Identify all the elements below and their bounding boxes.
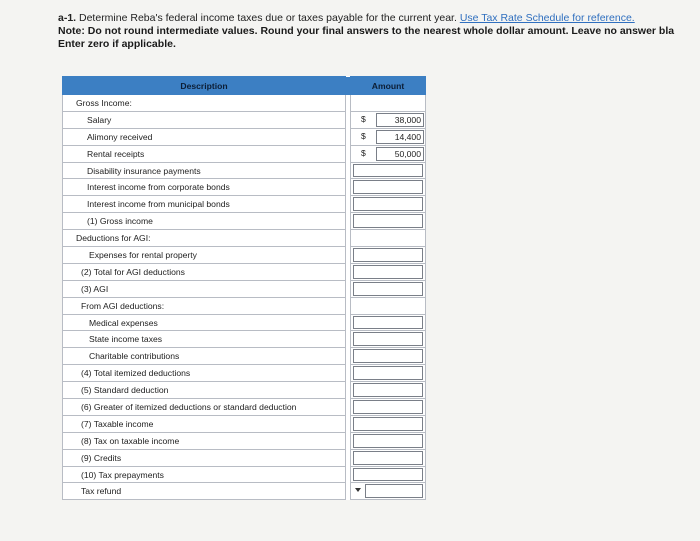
amount-input[interactable]	[353, 316, 423, 330]
table-row	[63, 297, 426, 314]
amount-cell	[351, 466, 426, 483]
table-row	[63, 314, 426, 331]
amount-input[interactable]	[353, 248, 423, 262]
amount-value: 38,000	[394, 114, 421, 125]
question-block	[58, 12, 700, 51]
amount-cell	[351, 162, 426, 179]
tax-computation-table	[62, 76, 426, 500]
row-label: (1) Gross income	[63, 213, 346, 230]
row-label: (5) Standard deduction	[63, 382, 346, 399]
table-row	[63, 449, 426, 466]
amount-input-alimony[interactable]	[376, 130, 424, 144]
table-row	[63, 348, 426, 365]
amount-cell	[351, 179, 426, 196]
table-row	[63, 128, 426, 145]
amount-cell	[351, 297, 426, 314]
row-label: Rental receipts	[63, 145, 346, 162]
row-label: (3) AGI	[63, 280, 346, 297]
amount-cell	[351, 111, 426, 128]
row-label: (6) Greater of itemized deductions or standard deduction	[63, 399, 346, 416]
amount-value: 50,000	[394, 148, 421, 159]
row-label: Medical expenses	[63, 314, 346, 331]
tax-refund-dropdown[interactable]	[63, 483, 346, 500]
question-note-2: Enter zero if applicable.	[58, 38, 176, 50]
header-description: Description	[63, 77, 346, 95]
table-row	[63, 432, 426, 449]
row-label: From AGI deductions:	[63, 297, 346, 314]
row-label: Tax refund	[81, 486, 122, 497]
table-row	[63, 415, 426, 432]
amount-cell	[351, 365, 426, 382]
table-row	[63, 213, 426, 230]
table-row	[63, 230, 426, 247]
amount-cell	[351, 314, 426, 331]
row-label: Charitable contributions	[63, 348, 346, 365]
table-row	[63, 162, 426, 179]
header-amount: Amount	[351, 77, 426, 95]
table-row	[63, 399, 426, 416]
amount-cell	[351, 263, 426, 280]
amount-input[interactable]	[353, 214, 423, 228]
row-label: (4) Total itemized deductions	[63, 365, 346, 382]
table-row	[63, 111, 426, 128]
amount-cell	[351, 213, 426, 230]
question-line	[58, 12, 700, 25]
amount-cell	[351, 230, 426, 247]
row-label: Gross Income:	[63, 95, 346, 112]
amount-cell	[351, 145, 426, 162]
table-row	[63, 331, 426, 348]
amount-cell	[351, 128, 426, 145]
row-label: (8) Tax on taxable income	[63, 432, 346, 449]
table-row	[63, 247, 426, 264]
amount-input[interactable]	[353, 383, 423, 397]
amount-input[interactable]	[353, 164, 423, 178]
table-row	[63, 179, 426, 196]
table-row	[63, 483, 426, 500]
currency-symbol: $	[361, 130, 366, 141]
row-label: Alimony received	[63, 128, 346, 145]
amount-input[interactable]	[353, 332, 423, 346]
amount-input[interactable]	[353, 366, 423, 380]
table-row	[63, 466, 426, 483]
table-row	[63, 365, 426, 382]
amount-input[interactable]	[353, 197, 423, 211]
amount-cell	[351, 247, 426, 264]
question-number: a-1.	[58, 12, 77, 24]
chevron-down-icon[interactable]	[355, 488, 361, 492]
amount-input[interactable]	[353, 265, 423, 279]
amount-cell	[351, 449, 426, 466]
amount-cell	[351, 483, 426, 500]
amount-cell	[351, 331, 426, 348]
amount-cell	[351, 399, 426, 416]
row-label: (10) Tax prepayments	[63, 466, 346, 483]
table-row	[63, 280, 426, 297]
amount-input[interactable]	[353, 180, 423, 194]
amount-cell	[351, 432, 426, 449]
table-row	[63, 145, 426, 162]
amount-input[interactable]	[353, 400, 423, 414]
amount-cell	[351, 382, 426, 399]
amount-input[interactable]	[353, 468, 423, 482]
row-label: (2) Total for AGI deductions	[63, 263, 346, 280]
amount-input[interactable]	[353, 349, 423, 363]
currency-symbol: $	[361, 113, 366, 124]
table-row	[63, 95, 426, 112]
amount-input[interactable]	[353, 282, 423, 296]
tax-rate-schedule-link[interactable]: Use Tax Rate Schedule for reference.	[459, 12, 635, 24]
amount-cell	[351, 415, 426, 432]
row-label: Interest income from municipal bonds	[63, 196, 346, 213]
table-row	[63, 196, 426, 213]
amount-value: 14,400	[394, 131, 421, 142]
question-text: Determine Reba's federal income taxes due or taxes payable for the current year.	[76, 12, 460, 24]
currency-symbol: $	[361, 147, 366, 158]
row-label: Expenses for rental property	[63, 247, 346, 264]
amount-input[interactable]	[365, 484, 423, 498]
amount-cell	[351, 348, 426, 365]
row-label: State income taxes	[63, 331, 346, 348]
row-label: Deductions for AGI:	[63, 230, 346, 247]
table-row	[63, 263, 426, 280]
amount-input[interactable]	[353, 417, 423, 431]
amount-cell	[351, 196, 426, 213]
row-label: Disability insurance payments	[63, 162, 346, 179]
amount-cell	[351, 280, 426, 297]
row-label: (7) Taxable income	[63, 415, 346, 432]
row-label: Salary	[63, 111, 346, 128]
amount-input-rental[interactable]	[376, 147, 424, 161]
row-label: (9) Credits	[63, 449, 346, 466]
table-header-row	[63, 77, 426, 95]
amount-input[interactable]	[353, 451, 423, 465]
question-note: Note: Do not round intermediate values. Round your final answers to the nearest whole dollar amount. Leave no answer bla	[58, 25, 675, 37]
amount-input[interactable]	[353, 434, 423, 448]
row-label: Interest income from corporate bonds	[63, 179, 346, 196]
amount-cell	[351, 95, 426, 112]
amount-input-salary[interactable]	[376, 113, 424, 127]
table-row	[63, 382, 426, 399]
